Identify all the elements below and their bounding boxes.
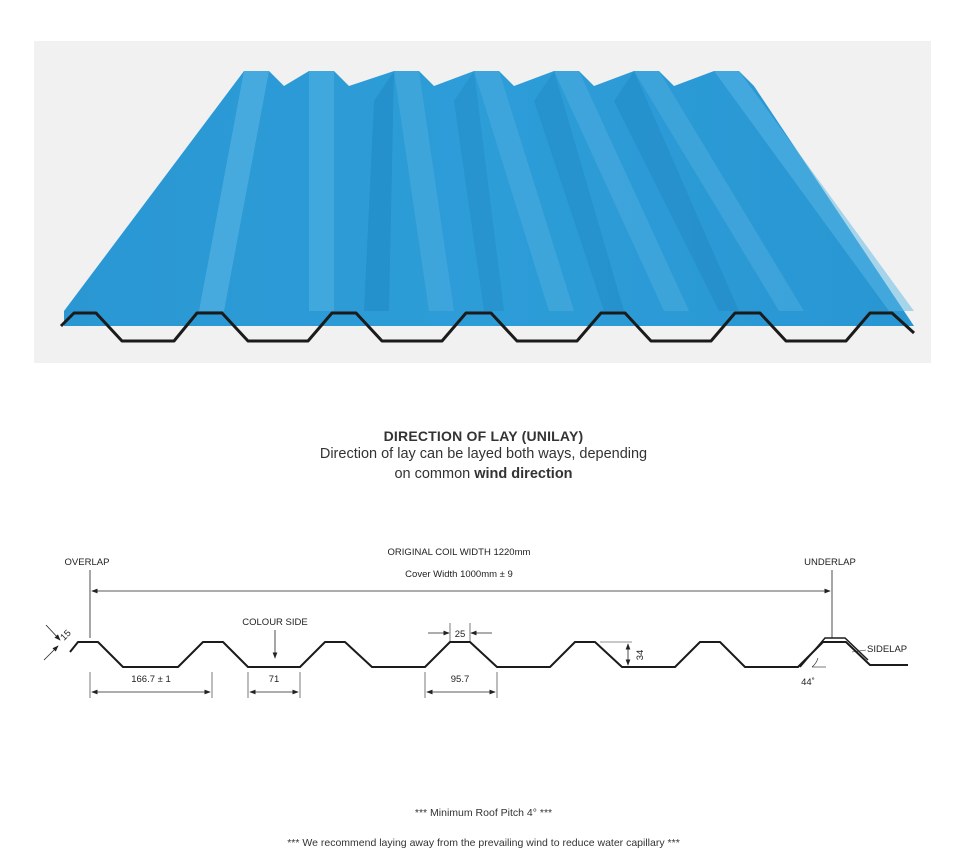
- profile-dimension-diagram: [0, 520, 967, 720]
- angle-arc: [812, 658, 818, 667]
- colour-side-label: COLOUR SIDE: [242, 617, 308, 628]
- direction-description-line2: [0, 466, 967, 482]
- sidelap-label: SIDELAP: [867, 644, 908, 655]
- original-coil-width-label: ORIGINAL COIL WIDTH 1220mm: [387, 547, 531, 558]
- dim-95-label: 95.7: [450, 674, 470, 685]
- roof-sheet-illustration: [34, 41, 931, 363]
- overlap-label: OVERLAP: [64, 557, 110, 568]
- wind-direction-emphasis: wind direction: [474, 466, 573, 482]
- sheet-profile: [70, 642, 908, 667]
- direction-of-lay-heading: DIRECTION OF LAY (UNILAY): [383, 428, 584, 444]
- dim-166-label: 166.7 ± 1: [131, 674, 171, 685]
- dim-15-arrow-bottom: [44, 646, 58, 660]
- dim-15-arrow-top: [46, 625, 60, 640]
- dim-15-label: 15: [58, 627, 74, 644]
- recommendation-note: *** We recommend laying away from the prevailing wind to reduce water capillary ***: [287, 837, 680, 849]
- dim-25-label: 25: [454, 629, 466, 640]
- minimum-pitch-note: *** Minimum Roof Pitch 4° ***: [414, 807, 553, 819]
- dim-71-label: 71: [268, 674, 280, 685]
- roof-sheet-image: [34, 41, 931, 363]
- angle-44-label: 44˚: [801, 677, 815, 688]
- dim-34-label: 34: [635, 649, 646, 661]
- direction-description-line1: Direction of lay can be layed both ways, depending: [319, 446, 648, 462]
- cover-width-label: Cover Width 1000mm ± 9: [405, 569, 513, 580]
- rib-2: [309, 71, 334, 311]
- underlap-label: UNDERLAP: [804, 557, 856, 568]
- description-prefix: on common: [394, 466, 475, 482]
